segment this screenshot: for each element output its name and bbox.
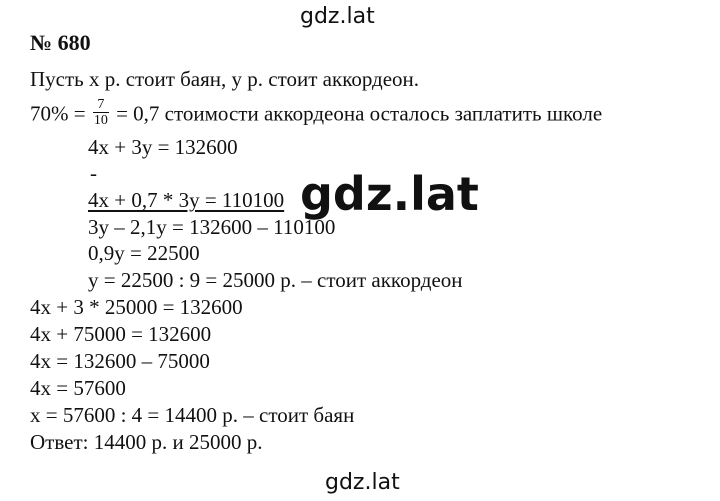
system-equation-2: 4x + 0,7 * 3y = 110100 <box>88 188 285 212</box>
answer-line: Ответ: 14400 р. и 25000 р. <box>30 430 263 454</box>
solution-step-4: 4x + 3 * 25000 = 132600 <box>30 295 243 319</box>
solution-step-1: 3y – 2,1y = 132600 – 110100 <box>88 215 336 239</box>
solution-step-7: 4x = 57600 <box>30 376 126 400</box>
watermark-center: gdz.lat <box>300 167 479 221</box>
subtraction-sign: - <box>90 161 97 185</box>
intro-line: Пусть x р. стоит баян, y р. стоит аккордеон. <box>30 67 420 91</box>
percent-prefix: 70% = <box>30 101 86 126</box>
watermark-top: gdz.lat <box>300 4 375 29</box>
problem-number: № 680 <box>30 30 91 55</box>
percent-line <box>30 97 603 131</box>
watermark-bottom: gdz.lat <box>325 470 400 495</box>
solution-step-5: 4x + 75000 = 132600 <box>30 322 212 346</box>
percent-suffix: = 0,7 стоимости аккордеона осталось заплатить школе <box>116 101 603 126</box>
fraction-numerator: 7 <box>93 97 109 113</box>
solution-step-6: 4x = 132600 – 75000 <box>30 349 210 373</box>
solution-step-3: y = 22500 : 9 = 25000 р. – стоит аккордеон <box>88 268 463 292</box>
solution-step-2: 0,9y = 22500 <box>88 241 200 265</box>
fraction <box>93 97 109 128</box>
fraction-denominator: 10 <box>93 113 108 128</box>
solution-step-8: x = 57600 : 4 = 14400 р. – стоит баян <box>30 403 355 427</box>
system-equation-1: 4x + 3y = 132600 <box>88 135 238 159</box>
